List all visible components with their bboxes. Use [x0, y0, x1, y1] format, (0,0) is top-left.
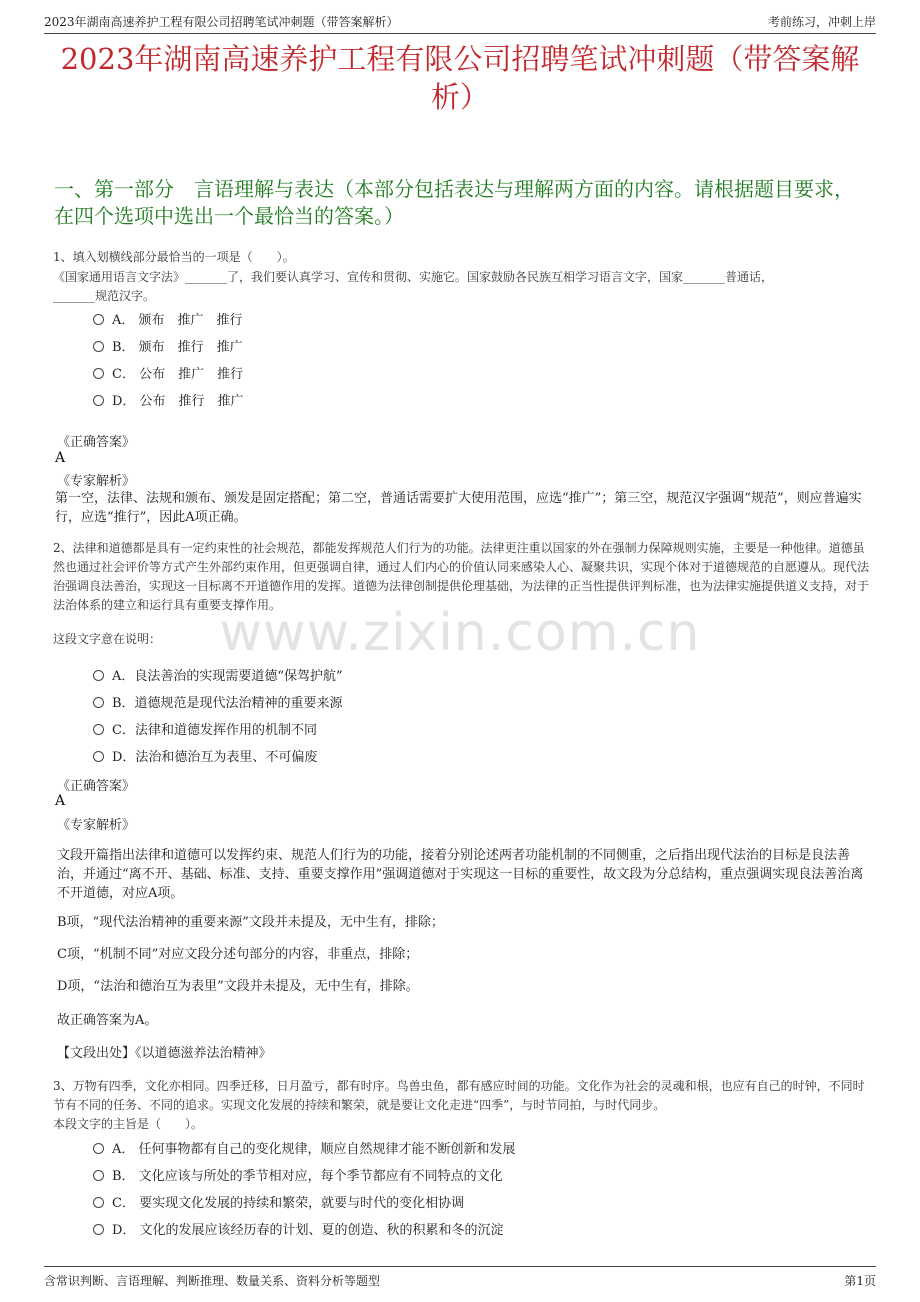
- radio-icon[interactable]: [93, 1143, 104, 1154]
- document-title: 2023年湖南高速养护工程有限公司招聘笔试冲刺题（带答案解析）: [60, 42, 860, 114]
- header-slogan: 考前练习，冲刺上岸: [767, 15, 876, 29]
- q2-option-d[interactable]: D．法治和德治互为表里、不可偏废: [93, 746, 317, 765]
- radio-icon[interactable]: [93, 314, 104, 325]
- q1-option-b[interactable]: B． 颁布 推行 推广: [93, 336, 243, 355]
- q1-option-a[interactable]: A． 颁布 推广 推行: [93, 309, 243, 328]
- section-heading: 一、第一部分 言语理解与表达（本部分包括表达与理解两方面的内容。请根据题目要求，在四个选项中选出一个最恰当的答案。）: [54, 177, 854, 228]
- radio-icon[interactable]: [93, 1224, 104, 1235]
- q2-conclusion: 故正确答案为A。: [57, 1013, 158, 1028]
- q3-option-c[interactable]: C． 要实现文化发展的持续和繁荣，就要与时代的变化相协调: [93, 1192, 464, 1211]
- radio-icon[interactable]: [93, 670, 104, 681]
- radio-icon[interactable]: [93, 1170, 104, 1181]
- q2-analysis: 文段开篇指出法律和道德可以发挥约束、规范人们行为的功能，接着分别论述两者功能机制的不同侧重，之后指出现代法治的目标是良法善治，并通过“离不开、基础、标准、支持、重要支撑作用”强调道德对于实现这一目标的重要性，故文段为分总结构，重点强调实现良法善治离不开道德，对应A项。: [57, 848, 864, 901]
- radio-icon[interactable]: [93, 724, 104, 735]
- radio-icon[interactable]: [93, 341, 104, 352]
- footer-topics: 含常识判断、言语理解、判断推理、数量关系、资料分析等题型: [44, 1274, 381, 1288]
- q2-option-d-note: D项，“法治和德治互为表里”文段并未提及，无中生有，排除。: [57, 979, 419, 994]
- q1-stem: 1、填入划横线部分最恰当的一项是（ ）。: [53, 250, 295, 264]
- q2-option-b-note: B项，“现代法治精神的重要来源”文段并未提及，无中生有，排除；: [57, 915, 444, 930]
- q1-text: 《国家通用语言文字法》_______了，我们要认真学习、宣传和贯彻、实施它。国家鼓励各民族互相学习语言文字，国家_______普通话，_______规范汉字。: [53, 270, 774, 303]
- q2-option-b[interactable]: B．道德规范是现代法治精神的重要来源: [93, 692, 343, 711]
- page-header: [44, 11, 876, 34]
- q1-option-d[interactable]: D． 公布 推行 推广: [93, 390, 244, 409]
- header-doc-title: 2023年湖南高速养护工程有限公司招聘笔试冲刺题（带答案解析）: [44, 15, 399, 29]
- q2-prompt: 这段文字意在说明：: [53, 632, 162, 646]
- radio-icon[interactable]: [93, 1197, 104, 1208]
- page-number: 第1页: [844, 1274, 876, 1288]
- q1-answer-label: 《正确答案》: [57, 435, 136, 450]
- q1-analysis: 第一空，法律、法规和颁布、颁发是固定搭配；第二空，普通话需要扩大使用范围，应选“推广”；第三空，规范汉字强调“规范”，则应普遍实行，应选“推行”，因此A项正确。: [55, 491, 862, 525]
- q2-answer: A: [55, 793, 66, 809]
- q3-option-a[interactable]: A． 任何事物都有自己的变化规律，顺应自然规律才能不断创新和发展: [93, 1138, 516, 1157]
- q2-option-a[interactable]: A．良法善治的实现需要道德“保驾护航”: [93, 665, 343, 684]
- q1-analysis-label: 《专家解析》: [57, 474, 136, 489]
- page-footer: [44, 1266, 876, 1291]
- q2-stem: 2、法律和道德都是具有一定约束性的社会规范，都能发挥规范人们行为的功能。法律更注重以国家的外在强制力保障规则实施，主要是一种他律。道德虽然也通过社会评价等方式产生外部约束作用，但更强调自律，通过人们内心的价值认同来感染人心、凝聚共识，实现个体对于道德规范的自愿遵从。现代法治强调良法善治，实现这一目标离不开道德作用的发挥。道德为法律创制提供伦理基础，为法律的正当性提供评判标准，也为法律实施提供道义支持，对于法治体系的建立和运行具有重要支撑作用。: [53, 541, 870, 612]
- watermark: www.zixin.com.cn: [219, 603, 701, 663]
- q2-analysis-label: 《专家解析》: [57, 818, 136, 833]
- q1-answer: A: [55, 450, 66, 466]
- q3-prompt: 本段文字的主旨是（ ）。: [53, 1117, 204, 1131]
- radio-icon[interactable]: [93, 697, 104, 708]
- q2-option-c-note: C项，“机制不同”对应文段分述句部分的内容，非重点，排除；: [57, 947, 419, 962]
- radio-icon[interactable]: [93, 751, 104, 762]
- radio-icon[interactable]: [93, 395, 104, 406]
- q2-source: 【文段出处】《以道德滋养法治精神》: [57, 1046, 272, 1061]
- q3-option-d[interactable]: D． 文化的发展应该经历春的计划、夏的创造、秋的积累和冬的沉淀: [93, 1219, 504, 1238]
- q3-stem: 3、万物有四季，文化亦相同。四季迁移，日月盈亏，都有时序。鸟兽虫鱼，都有感应时间的功能。文化作为社会的灵魂和根，也应有自己的时钟，不同时节有不同的任务、不同的追求。实现文化发展的持续和繁荣，就是要让文化走进“四季”，与时节同拍，与时代同步。: [53, 1079, 865, 1112]
- q1-option-c[interactable]: C． 公布 推广 推行: [93, 363, 243, 382]
- q2-option-c[interactable]: C．法律和道德发挥作用的机制不同: [93, 719, 317, 738]
- radio-icon[interactable]: [93, 368, 104, 379]
- q2-answer-label: 《正确答案》: [57, 779, 136, 794]
- q3-option-b[interactable]: B． 文化应该与所处的季节相对应，每个季节都应有不同特点的文化: [93, 1165, 503, 1184]
